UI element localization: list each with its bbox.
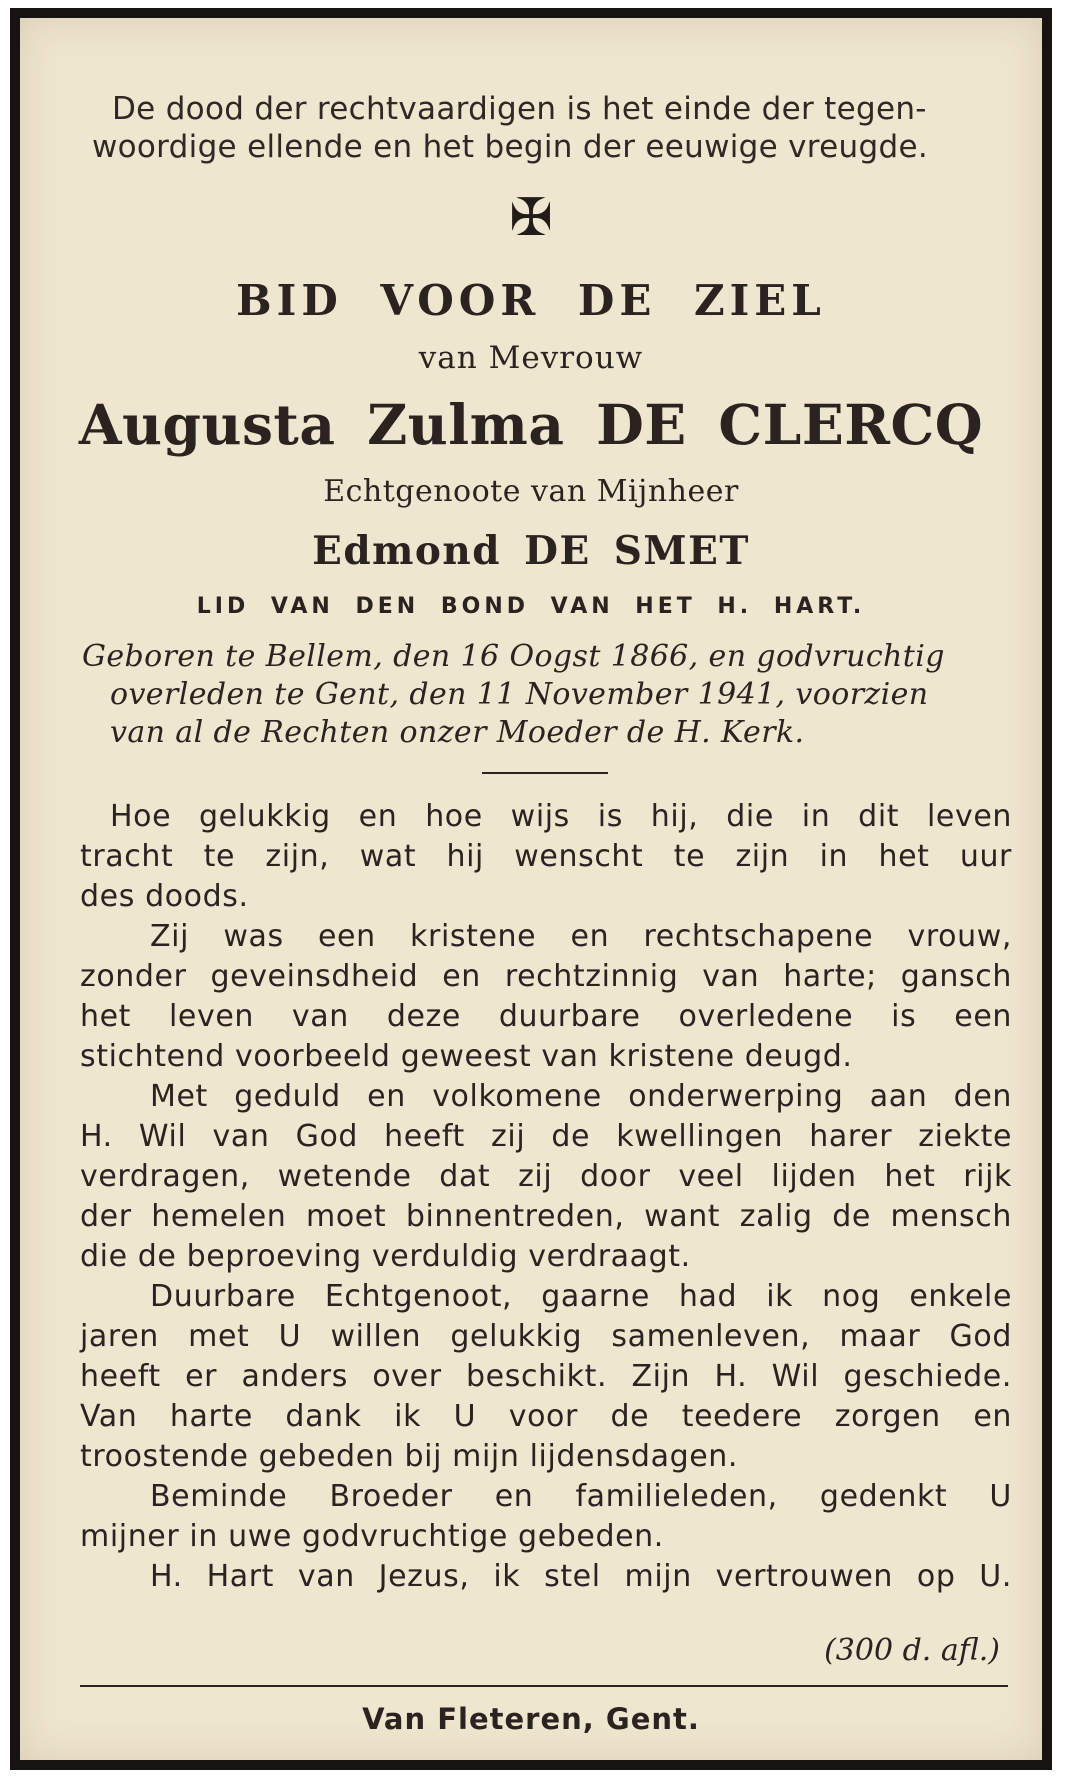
cross-icon: ✠	[509, 188, 553, 248]
body-line-1: Hoe gelukkig en hoe wijs is hij, die in dit leven	[110, 799, 1012, 834]
body-line-4: Zij was een kristene en rechtschapene vrouw,	[150, 919, 1012, 954]
deceased-name: Augusta Zulma DE CLERCQ	[78, 392, 984, 457]
body-line-19: mijner in uwe godvruchtige gebeden.	[80, 1519, 664, 1554]
body-line-11: der hemelen moet binnentreden, want zalig de mensch	[80, 1199, 1012, 1234]
heading: BID VOOR DE ZIEL	[236, 276, 826, 325]
body-line-2: tracht te zijn, wat hij wenscht te zijn in het uur	[80, 839, 1012, 874]
spouse-label: Echtgenoote van Mijnheer	[323, 474, 739, 509]
body-line-10: verdragen, wetende dat zij door veel lijden het rijk	[80, 1159, 1012, 1194]
body-line-9: H. Wil van God heeft zij de kwellingen harer ziekte	[80, 1119, 1012, 1154]
memorial-card	[10, 8, 1052, 1770]
body-line-8: Met geduld en volkomene onderwerping aan den	[150, 1079, 1012, 1114]
van-mevrouw: van Mevrouw	[418, 340, 644, 376]
body-line-14: jaren met U willen gelukkig samenleven, maar God	[80, 1319, 1012, 1354]
spouse-name: Edmond DE SMET	[312, 528, 750, 574]
birth-death-line-1: Geboren te Bellem, den 16 Oogst 1866, en godvruchtig	[82, 639, 945, 674]
body-line-7: stichtend voorbeeld geweest van kristene deugd.	[80, 1039, 853, 1074]
short-divider	[482, 772, 608, 774]
epigraph-line-2: woordige ellende en het begin der eeuwige vreugde.	[92, 129, 928, 165]
body-line-6: het leven van deze duurbare overledene is een	[80, 999, 1012, 1034]
birth-death-line-3: van al de Rechten onzer Moeder de H. Kerk.	[110, 715, 805, 750]
body-line-20: H. Hart van Jezus, ik stel mijn vertrouwen op U.	[150, 1559, 1012, 1594]
body-line-13: Duurbare Echtgenoot, gaarne had ik nog enkele	[150, 1279, 1012, 1314]
epigraph-line-1: De dood der rechtvaardigen is het einde der tegen-	[112, 91, 927, 127]
body-line-5: zonder geveinsdheid en rechtzinnig van harte; gansch	[80, 959, 1012, 994]
birth-death-line-2: overleden te Gent, den 11 November 1941, voorzien	[110, 677, 929, 712]
body-line-16: Van harte dank ik U voor de teedere zorgen en	[80, 1399, 1012, 1434]
body-line-12: die de beproeving verduldig verdraagt.	[80, 1239, 691, 1274]
body-line-18: Beminde Broeder en familieleden, gedenkt U	[150, 1479, 1012, 1514]
indulgence-note: (300 d. afl.)	[824, 1633, 1000, 1668]
body-line-17: troostende gebeden bij mijn lijdensdagen.	[80, 1439, 739, 1474]
printer-credit: Van Fleteren, Gent.	[362, 1702, 700, 1736]
body-line-15: heeft er anders over beschikt. Zijn H. Wil geschiede.	[80, 1359, 1012, 1394]
membership: LID VAN DEN BOND VAN HET H. HART.	[196, 594, 866, 619]
bottom-divider	[80, 1685, 1008, 1687]
body-line-3: des doods.	[80, 879, 249, 914]
